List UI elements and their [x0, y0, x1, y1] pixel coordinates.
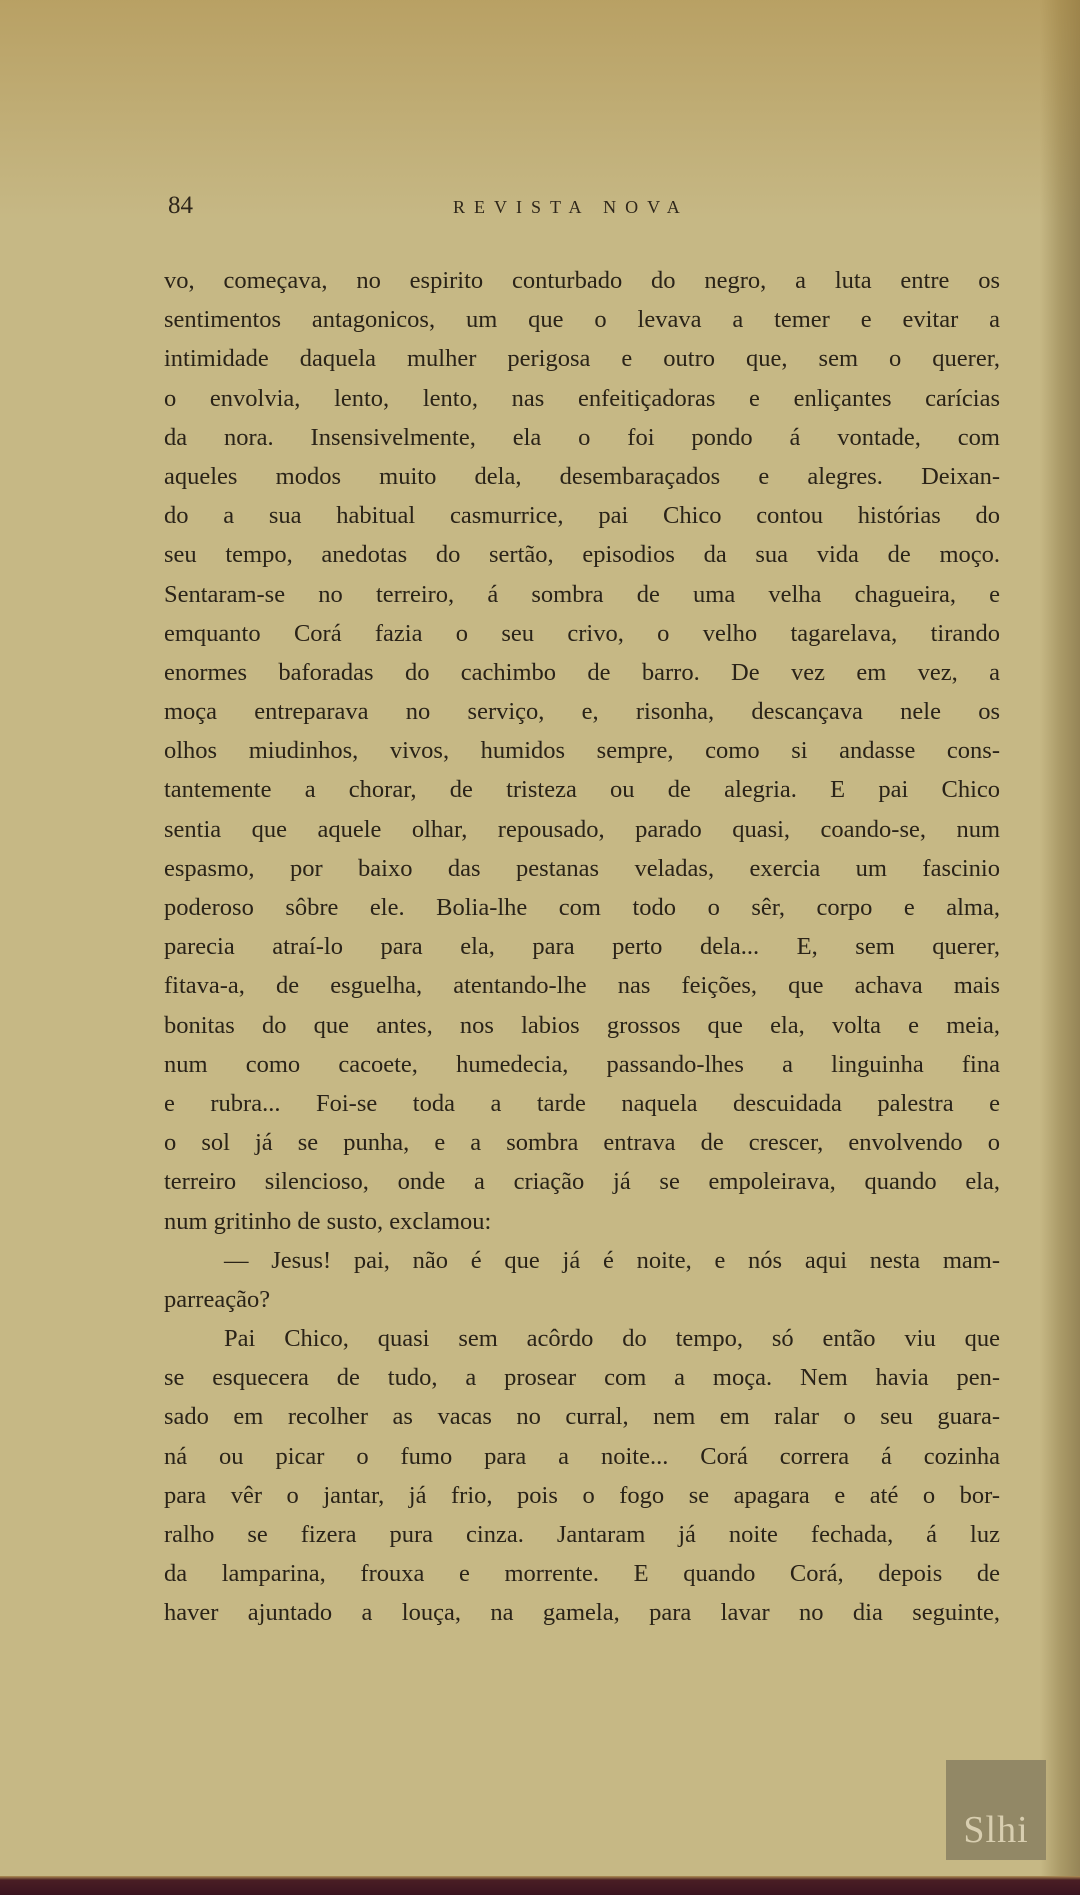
text-line: vo, começava, no espirito conturbado do negro, a luta entre os [164, 267, 1000, 294]
text-line: haver ajuntado a louça, na gamela, para lavar no dia seguinte, [164, 1599, 1000, 1627]
text-line: e rubra... Foi-se toda a tarde naquela descuidada palestra e [164, 1089, 1000, 1117]
body-text [164, 261, 1000, 1633]
text-line: olhos miudinhos, vivos, humidos sempre, como si andasse cons- [164, 737, 1000, 765]
page-bottom-edge [0, 1876, 1080, 1895]
library-logo [946, 1760, 1046, 1860]
text-line: parreação? [164, 1285, 271, 1313]
text-line: tantemente a chorar, de tristeza ou de alegria. E pai Chico [164, 776, 1000, 804]
text-line: da lamparina, frouxa e morrente. E quando Corá, depois de [164, 1560, 1000, 1588]
text-line: o envolvia, lento, lento, nas enfeitiçadoras e enliçantes carícias [164, 384, 1000, 412]
dialogue-line: — Jesus! pai, não é que já é noite, e nós aqui nesta mam- [224, 1246, 1000, 1274]
journal-title: REVISTA NOVA [453, 197, 689, 217]
text-line: intimidade daquela mulher perigosa e outro que, sem o querer, [164, 345, 1000, 373]
text-line: seu tempo, anedotas do sertão, episodios da sua vida de moço. [164, 541, 1000, 569]
running-head [168, 192, 868, 226]
text-line: emquanto Corá fazia o seu crivo, o velho tagarelava, tirando [164, 619, 1000, 647]
text-line: num como cacoete, humedecia, passando-lhes a linguinha fina [164, 1050, 1000, 1078]
text-line: bonitas do que antes, nos labios grossos que ela, volta e meia, [164, 1011, 1000, 1039]
text-line: sentia que aquele olhar, repousado, parado quasi, coando-se, num [164, 815, 1000, 843]
text-line: da nora. Insensivelmente, ela o foi pondo á vontade, com [164, 423, 1000, 451]
text-line: sentimentos antagonicos, um que o levava a temer e evitar a [164, 306, 1000, 334]
page-number: 84 [168, 192, 193, 219]
text-line: aqueles modos muito dela, desembaraçados e alegres. Deixan- [164, 462, 1000, 490]
text-line: se esquecera de tudo, a prosear com a moça. Nem havia pen- [164, 1364, 1000, 1392]
text-line: o sol já se punha, e a sombra entrava de crescer, envolvendo o [164, 1129, 1000, 1157]
paragraph-start-line: Pai Chico, quasi sem acôrdo do tempo, só então viu que [224, 1325, 1000, 1353]
text-line: terreiro silencioso, onde a criação já se empoleirava, quando ela, [164, 1168, 1000, 1196]
text-line: para vêr o jantar, já frio, pois o fogo se apagara e até o bor- [164, 1481, 1000, 1509]
text-line: sado em recolher as vacas no curral, nem em ralar o seu guara- [164, 1403, 1000, 1431]
text-line: enormes baforadas do cachimbo de barro. De vez em vez, a [164, 658, 1000, 686]
text-line: espasmo, por baixo das pestanas veladas, exercia um fascinio [164, 854, 1000, 882]
text-line: poderoso sôbre ele. Bolia-lhe com todo o sêr, corpo e alma, [164, 894, 1000, 921]
text-line: ná ou picar o fumo para a noite... Corá correra á cozinha [164, 1442, 1000, 1470]
text-line: do a sua habitual casmurrice, pai Chico contou histórias do [164, 502, 1000, 530]
text-line: Sentaram-se no terreiro, á sombra de uma velha chagueira, e [164, 580, 1000, 608]
text-line: num gritinho de susto, exclamou: [164, 1207, 492, 1235]
logo-text: Slhi [963, 1809, 1029, 1851]
text-line: moça entreparava no serviço, e, risonha, descançava nele os [164, 698, 1000, 726]
text-line: parecia atraí-lo para ela, para perto dela... E, sem querer, [164, 933, 1000, 961]
text-line: fitava-a, de esguelha, atentando-lhe nas feições, que achava mais [164, 972, 1000, 1000]
text-line: ralho se fizera pura cinza. Jantaram já noite fechada, á luz [164, 1521, 1000, 1548]
